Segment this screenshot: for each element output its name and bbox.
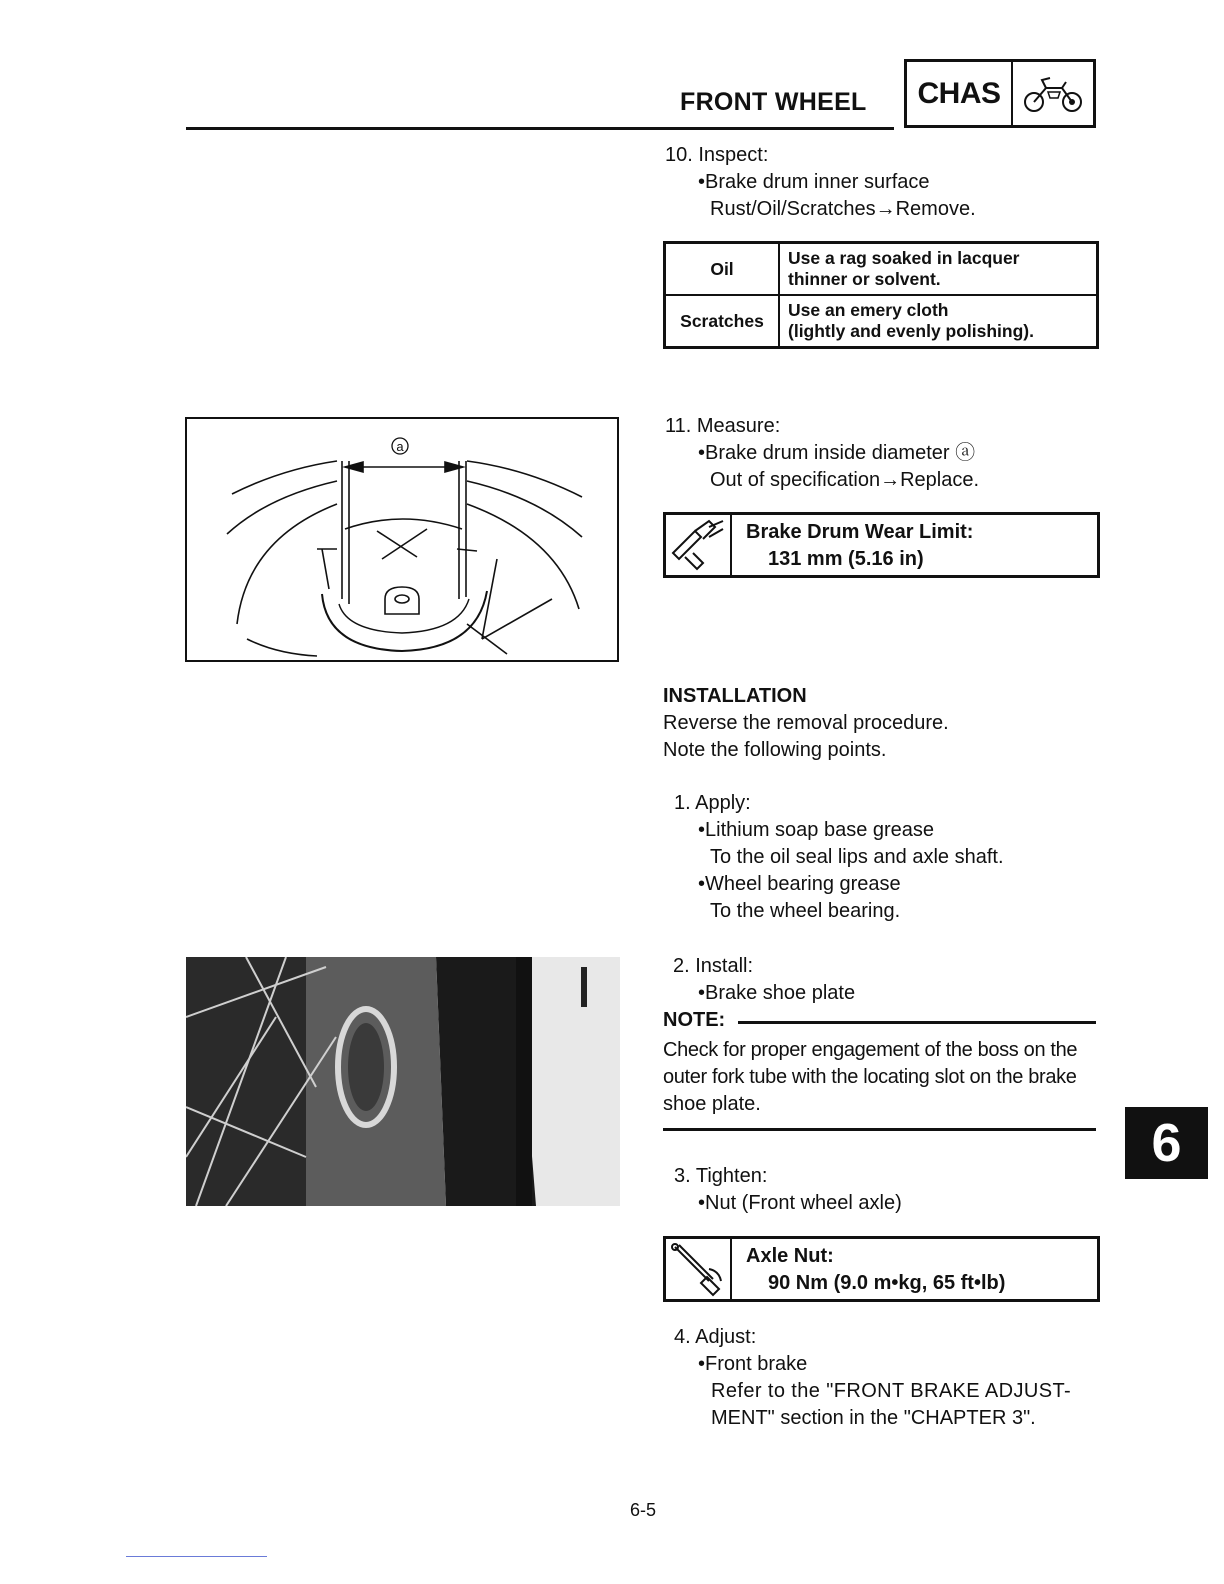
remedy-table (663, 241, 1099, 349)
step-tighten-bullet: •Nut (Front wheel axle) (698, 1192, 902, 1214)
installation-intro-2: Note the following points. (663, 739, 887, 761)
step-10-action: Rust/Oil/Scratches→Remove. (710, 198, 976, 220)
axle-nut-text (732, 1239, 1005, 1299)
step-apply-detail-2: To the wheel bearing. (710, 900, 901, 922)
step-apply-bullet-1: •Lithium soap base grease (698, 819, 935, 841)
step-install-heading: 2. Install: (673, 955, 754, 977)
axle-nut-value: 90 Nm (9.0 m•kg, 65 ft•lb) (768, 1272, 1006, 1294)
chapter-tab: 6 (1125, 1107, 1208, 1179)
caliper-icon (666, 515, 732, 575)
wear-limit-spec-box (663, 512, 1100, 578)
svg-text:a: a (396, 439, 404, 454)
remedy-line: thinner or solvent. (788, 269, 941, 289)
torque-wrench-icon (666, 1239, 732, 1299)
step-install-bullet: •Brake shoe plate (698, 982, 856, 1004)
note-line-2: outer fork tube with the locating slot on the brake (663, 1066, 1077, 1088)
remedy-line: (lightly and evenly polishing). (788, 321, 1034, 341)
page-title: FRONT WHEEL (680, 88, 867, 116)
step-apply-detail-1: To the oil seal lips and axle shaft. (710, 846, 1004, 868)
motorcycle-icon (1013, 62, 1093, 125)
table-row (665, 243, 1098, 296)
wear-limit-text (732, 515, 973, 575)
wear-limit-value: 131 mm (5.16 in) (768, 548, 924, 570)
step-apply-bullet-2: •Wheel bearing grease (698, 873, 901, 895)
step-tighten-heading: 3. Tighten: (674, 1165, 768, 1187)
table-cell-remedy (779, 243, 1098, 296)
brake-shoe-plate-photo (186, 957, 620, 1206)
section-badge (904, 59, 1096, 128)
step-10-heading: 10. Inspect: (665, 144, 769, 166)
axle-nut-torque-box (663, 1236, 1100, 1302)
table-cell-label: Scratches (665, 295, 780, 348)
step-adjust-heading: 4. Adjust: (674, 1326, 757, 1348)
brake-drum-diagram (185, 417, 619, 662)
step-11-action: Out of specification→Replace. (710, 469, 980, 491)
section-label: CHAS (907, 62, 1013, 125)
page-number: 6-5 (630, 1500, 657, 1520)
step-11-bullet: •Brake drum inside diameter ⓐ (698, 442, 976, 464)
step-adjust-line-2: MENT" section in the "CHAPTER 3". (711, 1407, 1036, 1429)
bottom-rule (126, 1556, 267, 1557)
header-rule (186, 127, 894, 130)
step-apply-heading: 1. Apply: (674, 792, 751, 814)
table-cell-label: Oil (665, 243, 780, 296)
wear-limit-title: Brake Drum Wear Limit: (746, 521, 974, 543)
installation-heading: INSTALLATION (663, 685, 807, 707)
step-adjust-bullet: •Front brake (698, 1353, 808, 1375)
note-line-3: shoe plate. (663, 1093, 761, 1115)
note-label: NOTE: (663, 1009, 726, 1031)
note-rule-bottom (663, 1128, 1096, 1131)
table-row (665, 295, 1098, 348)
table-cell-remedy (779, 295, 1098, 348)
step-adjust-line-1: Refer to the "FRONT BRAKE ADJUST- (711, 1380, 1072, 1402)
installation-intro-1: Reverse the removal procedure. (663, 712, 949, 734)
remedy-line: Use a rag soaked in lacquer (788, 248, 1020, 268)
remedy-line: Use an emery cloth (788, 300, 949, 320)
note-line-1: Check for proper engagement of the boss on the (663, 1039, 1078, 1061)
axle-nut-title: Axle Nut: (746, 1245, 834, 1267)
note-rule-top (738, 1021, 1096, 1024)
step-11-heading: 11. Measure: (665, 415, 781, 437)
step-10-bullet: •Brake drum inner surface (698, 171, 930, 193)
